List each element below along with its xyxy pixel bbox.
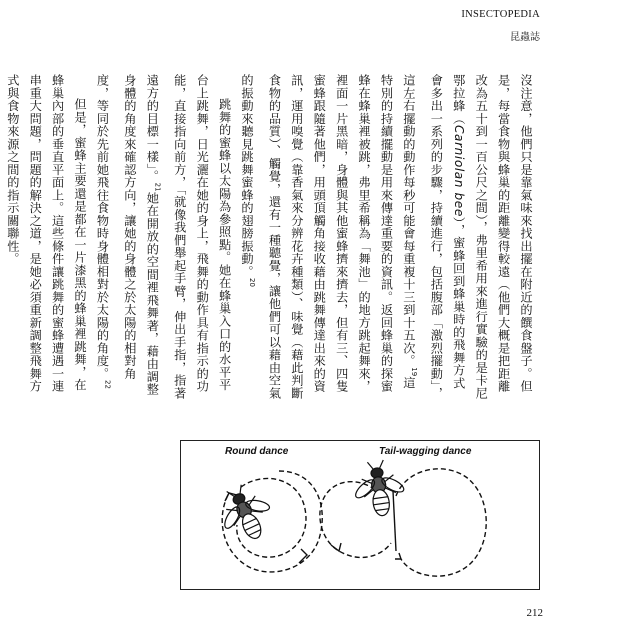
text-run: 這特別的持續擺動是用來傳達重要的資訊。返回蜂巢的探蜜蜂在蜂巢裡被跳，弗里希稱為「舞池」的地方跳起舞來，裡面一片黑暗，身體與其他蜜蜂擠來擠去，但有三、四隻蜜蜂跟隨著他們，用頭頂觸角接收藉由跳舞傳達出來的資訊，運用嗅覺（靠香氣來分辨花卉種類）、味覺（藉此判斷食物的品質）、觸覺，還有一種聽覺，讓他們可以藉由空氣的振動來聽見跳舞蜜蜂的翅膀振動。 xyxy=(240,74,416,400)
bee-dance-figure xyxy=(180,440,540,590)
running-header-title: INSECTOPEDIA xyxy=(461,9,540,20)
bee-dance-diagram xyxy=(181,441,541,591)
text-run: 跳舞的蜜蜂以太陽為參照點。她在蜂巢入口的水平平台上跳舞，日光灑在她的身上，飛舞的動作具有指示的功能，直接指向前方，「就像我們舉起手臂，伸出手指，指著遠方的目標一樣」。 xyxy=(145,74,232,400)
round-dance-label: Round dance xyxy=(225,446,289,457)
tail-dance-right-loop xyxy=(396,469,486,576)
paragraph xyxy=(91,74,236,400)
footnote-marker: 19 xyxy=(409,367,418,377)
latin-term: Carniolan bee xyxy=(451,125,466,217)
footnote-marker: 20 xyxy=(248,278,257,287)
footnote-marker: 22 xyxy=(103,380,112,389)
paragraph xyxy=(1,74,91,400)
text-run: ），蜜蜂回到蜂巢時的飛舞方式會多出一系列的步驟，持續進行，包括腹部「激烈擺動」，這左右擺動的動作每秒可能會每重複十三到十五次。 xyxy=(401,74,466,400)
text-run: 沒注意，他們只是靠氣味來找出擺在附近的饌食盤子。但是，每當食物與蜂巢的距離變得較遠（他們大概是把距離改為五十到一百公尺之間），弗里希用來進行實驗的是卡尼鄂拉蜂（ xyxy=(451,74,533,400)
body-text-column xyxy=(5,74,537,400)
round-dance-bee-icon xyxy=(210,477,282,549)
text-run: 她在開放的空間裡飛舞著，藉由調整身體的角度來確認方向，讓她的身體之於太陽的相對角度，等同於先前她飛往食物時身體相對於太陽的角度。 xyxy=(95,74,160,396)
tail-dance-waggle-line xyxy=(393,491,396,551)
footnote-marker: 21 xyxy=(153,182,162,192)
tail-wagging-dance-label: Tail-wagging dance xyxy=(379,446,472,457)
page-number: 212 xyxy=(526,607,543,619)
paragraph xyxy=(236,74,537,400)
running-header-chinese-title: 昆蟲誌 xyxy=(510,32,540,43)
text-run: 但是，蜜蜂主要還是都在一片漆黑的蜂巢裡跳舞，在蜂巢內部的垂直平面上。這些條件讓跳舞的蜜蜂遭遇一連串重大問題，問題的解決之道，是她必須重新調整飛舞方式與食物來源之間的指示關聯性。 xyxy=(5,74,88,393)
